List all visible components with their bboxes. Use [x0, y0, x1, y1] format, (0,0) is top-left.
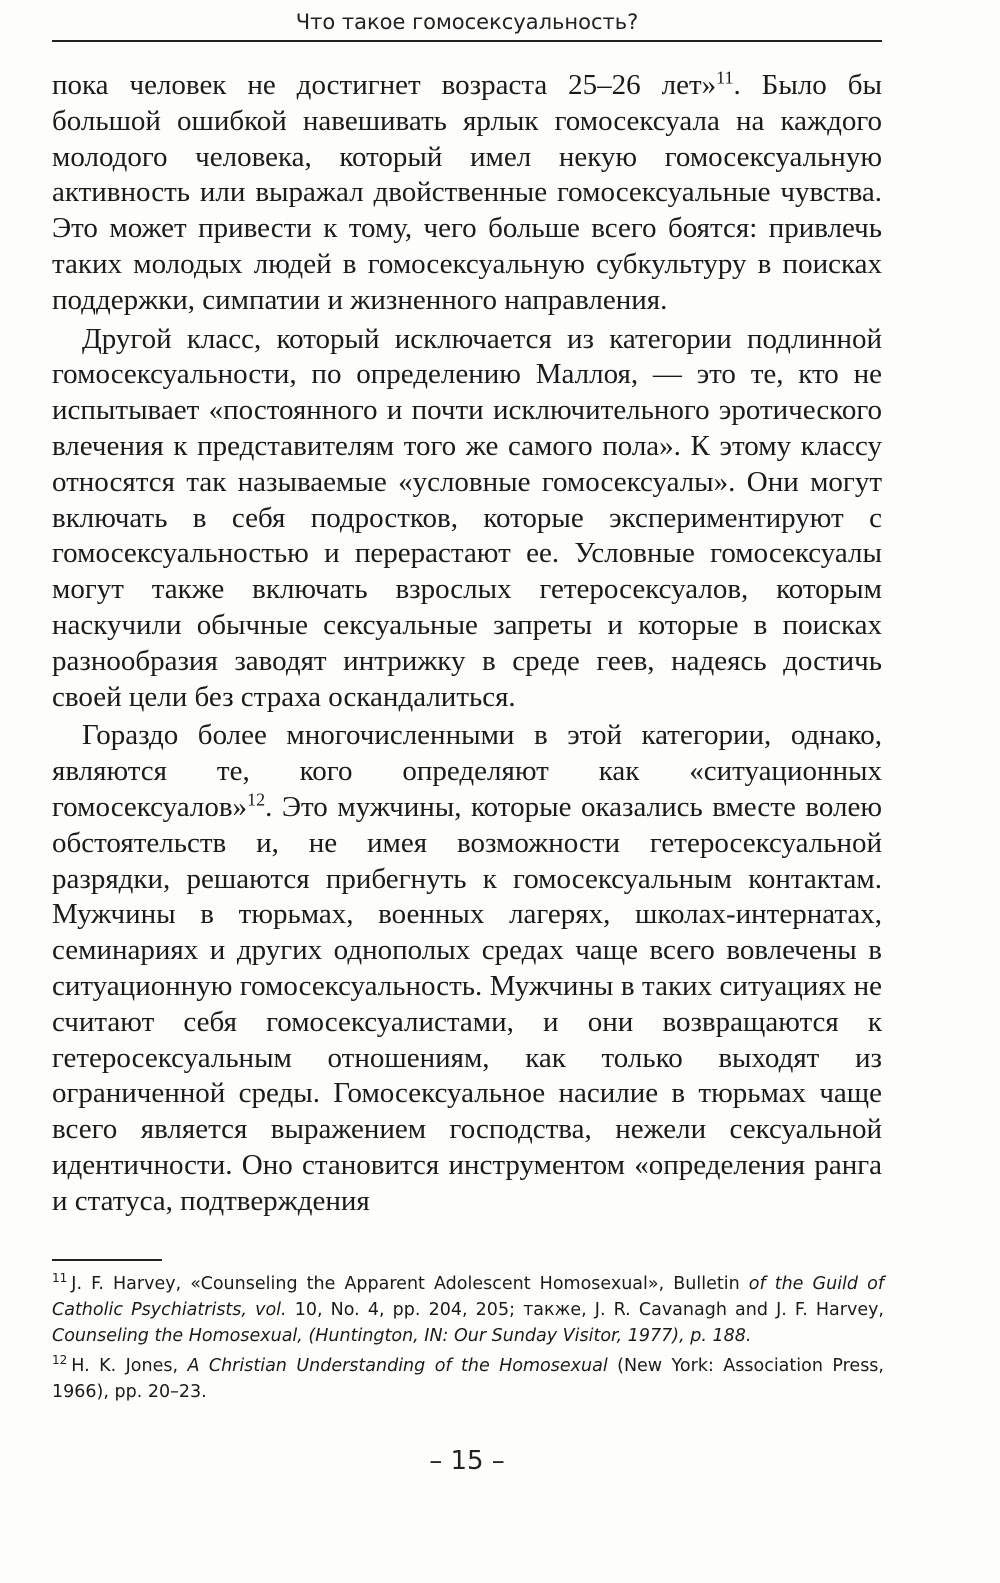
footnote-number: 11 — [52, 1271, 68, 1286]
paragraph-3-text-b: . Это мужчины, которые оказались вместе волею обстоятельств и, не имея возможности гетеросексуальной разрядки, решаются прибегнуть к гомосексуальным контактам. Мужчины в тюрьмах, военных лагерях, школах-интернатах, семинариях и других однополых средах чаще всего вовлечены в ситуационную гомосексуальность. Мужчины в таких ситуациях не считают себя гомосексуалистами, и они возвращаются к гетеросексуальным отношениям, как только выходят из ограниченной среды. Гомосексуальное насилие в тюрьмах чаще всего является выражением господства, нежели сексуальной идентичности. Оно становится инструментом «определения ранга и статуса, подтверждения — [52, 790, 882, 1217]
footnote-12 — [52, 1353, 884, 1405]
running-head: Что такое гомосексуальность? — [295, 10, 639, 34]
footnote-ref-12: 12 — [247, 789, 266, 810]
footnote-text-italic: A Christian Understanding of the Homosexual — [187, 1356, 608, 1376]
footnote-text: (New York: Association Press, 1966), pp. 20–23. — [52, 1356, 884, 1402]
footnote-text: J. F. Harvey, «Counseling the Apparent Adolescent Homosexual», Bulletin — [71, 1274, 749, 1294]
footnote-11 — [52, 1271, 884, 1349]
page-number: – 15 – — [429, 1446, 505, 1476]
footnote-text: H. K. Jones, — [71, 1356, 188, 1376]
paragraph-3 — [52, 718, 882, 1219]
footnote-text: 10, No. 4, pp. 204, 205; также, J. R. Cavanagh and J. F. Harvey, — [286, 1300, 884, 1320]
footnote-ref-11: 11 — [716, 67, 734, 88]
footnotes — [52, 1271, 884, 1409]
paragraph-1-text-a: пока человек не достигнет возраста 25–26 лет» — [52, 69, 717, 101]
footnote-text-italic: of the Guild of Catholic Psychiatrists, vol. — [52, 1274, 884, 1320]
footnote-rule — [52, 1259, 162, 1261]
paragraph-1 — [52, 68, 882, 319]
body-text — [52, 68, 882, 1223]
footnote-number: 12 — [52, 1353, 68, 1368]
header-rule — [52, 40, 882, 42]
paragraph-2: Другой класс, который исключается из категории подлинной гомосексуальности, по определению Маллоя, — это те, кто не испытывает «постоянного и почти исключительного эротического влечения к представителям того же самого пола». К этому классу относятся так называемые «условные гомосексуалы». Они могут включать в себя подростков, которые экспериментируют с гомосексуальностью и перерастают ее. Условные гомосексуалы могут также включать взрослых гетеросексуалов, которым наскучили обычные сексуальные запреты и которые в поисках разнообразия заводят интрижку в среде геев, надеясь достичь своей цели без страха оскандалиться. — [52, 322, 882, 713]
paragraph-3-text-a: Гораздо более многочисленными в этой категории, однако, являются те, кого определяют как «ситуационных гомосексуалов» — [52, 719, 882, 823]
footnote-text-italic: Counseling the Homosexual, (Huntington, IN: Our Sunday Visitor, 1977), p. 188. — [52, 1326, 752, 1346]
paragraph-1-text-b: . Было бы большой ошибкой навешивать ярлык гомосексуала на каждого молодого человека, который имел некую гомосексуальную активность или выражал двойственные гомосексуальные чувства. Это может привести к тому, чего больше всего боятся: привлечь таких молодых людей в гомосексуальную субкультуру в поисках поддержки, симпатии и жизненного направления. — [52, 69, 882, 316]
